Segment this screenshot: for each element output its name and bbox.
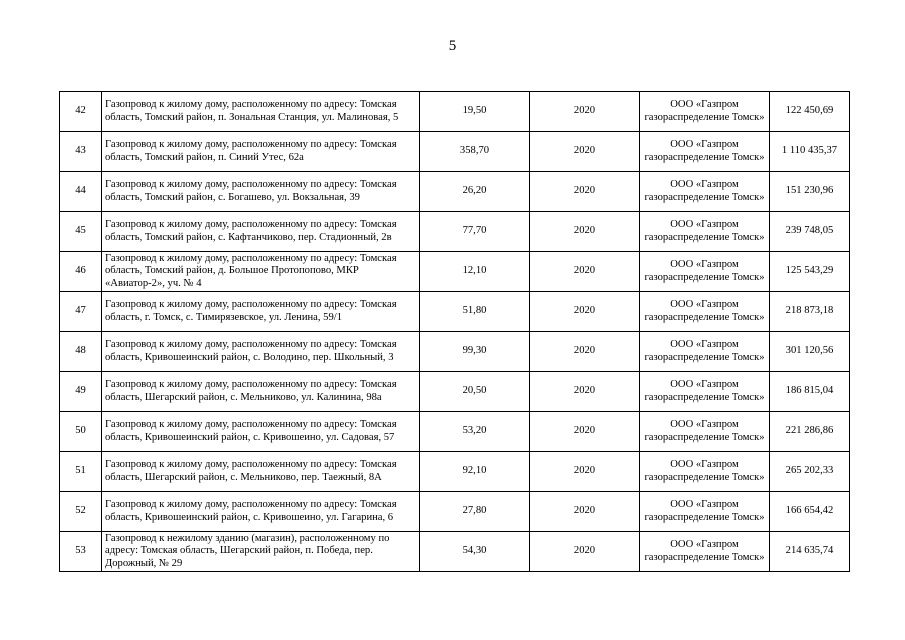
commission-year: 2020 bbox=[530, 532, 640, 572]
pipeline-length: 99,30 bbox=[420, 332, 530, 372]
commission-year: 2020 bbox=[530, 452, 640, 492]
object-description: Газопровод к жилому дому, расположенному по адресу: Томская область, Томский район, д. Большое Протопопово, МКР «Авиатор-2», уч. № 4 bbox=[102, 252, 420, 292]
owner-organization: ООО «Газпром газораспределение Томск» bbox=[640, 172, 770, 212]
table-row bbox=[60, 412, 850, 452]
cost-value: 239 748,05 bbox=[770, 212, 850, 252]
commission-year: 2020 bbox=[530, 212, 640, 252]
owner-organization: ООО «Газпром газораспределение Томск» bbox=[640, 372, 770, 412]
cost-value: 125 543,29 bbox=[770, 252, 850, 292]
pipeline-length: 20,50 bbox=[420, 372, 530, 412]
row-number: 51 bbox=[60, 452, 102, 492]
pipeline-length: 26,20 bbox=[420, 172, 530, 212]
table-body bbox=[60, 92, 850, 572]
table-row bbox=[60, 492, 850, 532]
table-row bbox=[60, 292, 850, 332]
gas-pipeline-table bbox=[59, 91, 850, 572]
object-description: Газопровод к жилому дому, расположенному по адресу: Томская область, г. Томск, с. Тимирязевское, ул. Ленина, 59/1 bbox=[102, 292, 420, 332]
object-description: Газопровод к жилому дому, расположенному по адресу: Томская область, Кривошеинский район, с. Володино, пер. Школьный, 3 bbox=[102, 332, 420, 372]
commission-year: 2020 bbox=[530, 252, 640, 292]
page-number: 5 bbox=[448, 38, 457, 54]
cost-value: 218 873,18 bbox=[770, 292, 850, 332]
table-row bbox=[60, 212, 850, 252]
commission-year: 2020 bbox=[530, 292, 640, 332]
commission-year: 2020 bbox=[530, 332, 640, 372]
cost-value: 214 635,74 bbox=[770, 532, 850, 572]
pipeline-length: 92,10 bbox=[420, 452, 530, 492]
owner-organization: ООО «Газпром газораспределение Томск» bbox=[640, 332, 770, 372]
object-description: Газопровод к жилому дому, расположенному по адресу: Томская область, Томский район, с. Кафтанчиково, пер. Стадионный, 2в bbox=[102, 212, 420, 252]
object-description: Газопровод к жилому дому, расположенному по адресу: Томская область, Кривошеинский район, с. Кривошеино, ул. Садовая, 57 bbox=[102, 412, 420, 452]
row-number: 48 bbox=[60, 332, 102, 372]
pipeline-length: 51,80 bbox=[420, 292, 530, 332]
pipeline-length: 77,70 bbox=[420, 212, 530, 252]
row-number: 53 bbox=[60, 532, 102, 572]
object-description: Газопровод к жилому дому, расположенному по адресу: Томская область, Шегарский район, с. Мельниково, пер. Таежный, 8А bbox=[102, 452, 420, 492]
object-description: Газопровод к жилому дому, расположенному по адресу: Томская область, Томский район, п. Синий Утес, 62а bbox=[102, 132, 420, 172]
cost-value: 221 286,86 bbox=[770, 412, 850, 452]
row-number: 49 bbox=[60, 372, 102, 412]
pipeline-length: 19,50 bbox=[420, 92, 530, 132]
pipeline-length: 53,20 bbox=[420, 412, 530, 452]
table-row bbox=[60, 332, 850, 372]
row-number: 44 bbox=[60, 172, 102, 212]
row-number: 52 bbox=[60, 492, 102, 532]
pipeline-length: 358,70 bbox=[420, 132, 530, 172]
owner-organization: ООО «Газпром газораспределение Томск» bbox=[640, 212, 770, 252]
owner-organization: ООО «Газпром газораспределение Томск» bbox=[640, 132, 770, 172]
cost-value: 166 654,42 bbox=[770, 492, 850, 532]
object-description: Газопровод к жилому дому, расположенному по адресу: Томская область, Шегарский район, с. Мельниково, ул. Калинина, 98а bbox=[102, 372, 420, 412]
owner-organization: ООО «Газпром газораспределение Томск» bbox=[640, 252, 770, 292]
cost-value: 122 450,69 bbox=[770, 92, 850, 132]
table-row bbox=[60, 252, 850, 292]
pipeline-length: 54,30 bbox=[420, 532, 530, 572]
commission-year: 2020 bbox=[530, 492, 640, 532]
cost-value: 151 230,96 bbox=[770, 172, 850, 212]
object-description: Газопровод к нежилому зданию (магазин), расположенному по адресу: Томская область, Шегарский район, п. Победа, пер. Дорожный, № 29 bbox=[102, 532, 420, 572]
commission-year: 2020 bbox=[530, 132, 640, 172]
table-row bbox=[60, 532, 850, 572]
table-row bbox=[60, 452, 850, 492]
cost-value: 301 120,56 bbox=[770, 332, 850, 372]
owner-organization: ООО «Газпром газораспределение Томск» bbox=[640, 412, 770, 452]
row-number: 46 bbox=[60, 252, 102, 292]
pipeline-length: 12,10 bbox=[420, 252, 530, 292]
row-number: 45 bbox=[60, 212, 102, 252]
owner-organization: ООО «Газпром газораспределение Томск» bbox=[640, 532, 770, 572]
commission-year: 2020 bbox=[530, 372, 640, 412]
row-number: 42 bbox=[60, 92, 102, 132]
table-row bbox=[60, 372, 850, 412]
table-row bbox=[60, 172, 850, 212]
object-description: Газопровод к жилому дому, расположенному по адресу: Томская область, Томский район, п. Зональная Станция, ул. Малиновая, 5 bbox=[102, 92, 420, 132]
commission-year: 2020 bbox=[530, 92, 640, 132]
cost-value: 1 110 435,37 bbox=[770, 132, 850, 172]
row-number: 50 bbox=[60, 412, 102, 452]
owner-organization: ООО «Газпром газораспределение Томск» bbox=[640, 292, 770, 332]
owner-organization: ООО «Газпром газораспределение Томск» bbox=[640, 492, 770, 532]
table-row bbox=[60, 92, 850, 132]
cost-value: 186 815,04 bbox=[770, 372, 850, 412]
owner-organization: ООО «Газпром газораспределение Томск» bbox=[640, 92, 770, 132]
owner-organization: ООО «Газпром газораспределение Томск» bbox=[640, 452, 770, 492]
commission-year: 2020 bbox=[530, 412, 640, 452]
pipeline-length: 27,80 bbox=[420, 492, 530, 532]
object-description: Газопровод к жилому дому, расположенному по адресу: Томская область, Кривошеинский район, с. Кривошеино, ул. Гагарина, 6 bbox=[102, 492, 420, 532]
cost-value: 265 202,33 bbox=[770, 452, 850, 492]
object-description: Газопровод к жилому дому, расположенному по адресу: Томская область, Томский район, с. Богашево, ул. Вокзальная, 39 bbox=[102, 172, 420, 212]
commission-year: 2020 bbox=[530, 172, 640, 212]
table-row bbox=[60, 132, 850, 172]
row-number: 43 bbox=[60, 132, 102, 172]
row-number: 47 bbox=[60, 292, 102, 332]
